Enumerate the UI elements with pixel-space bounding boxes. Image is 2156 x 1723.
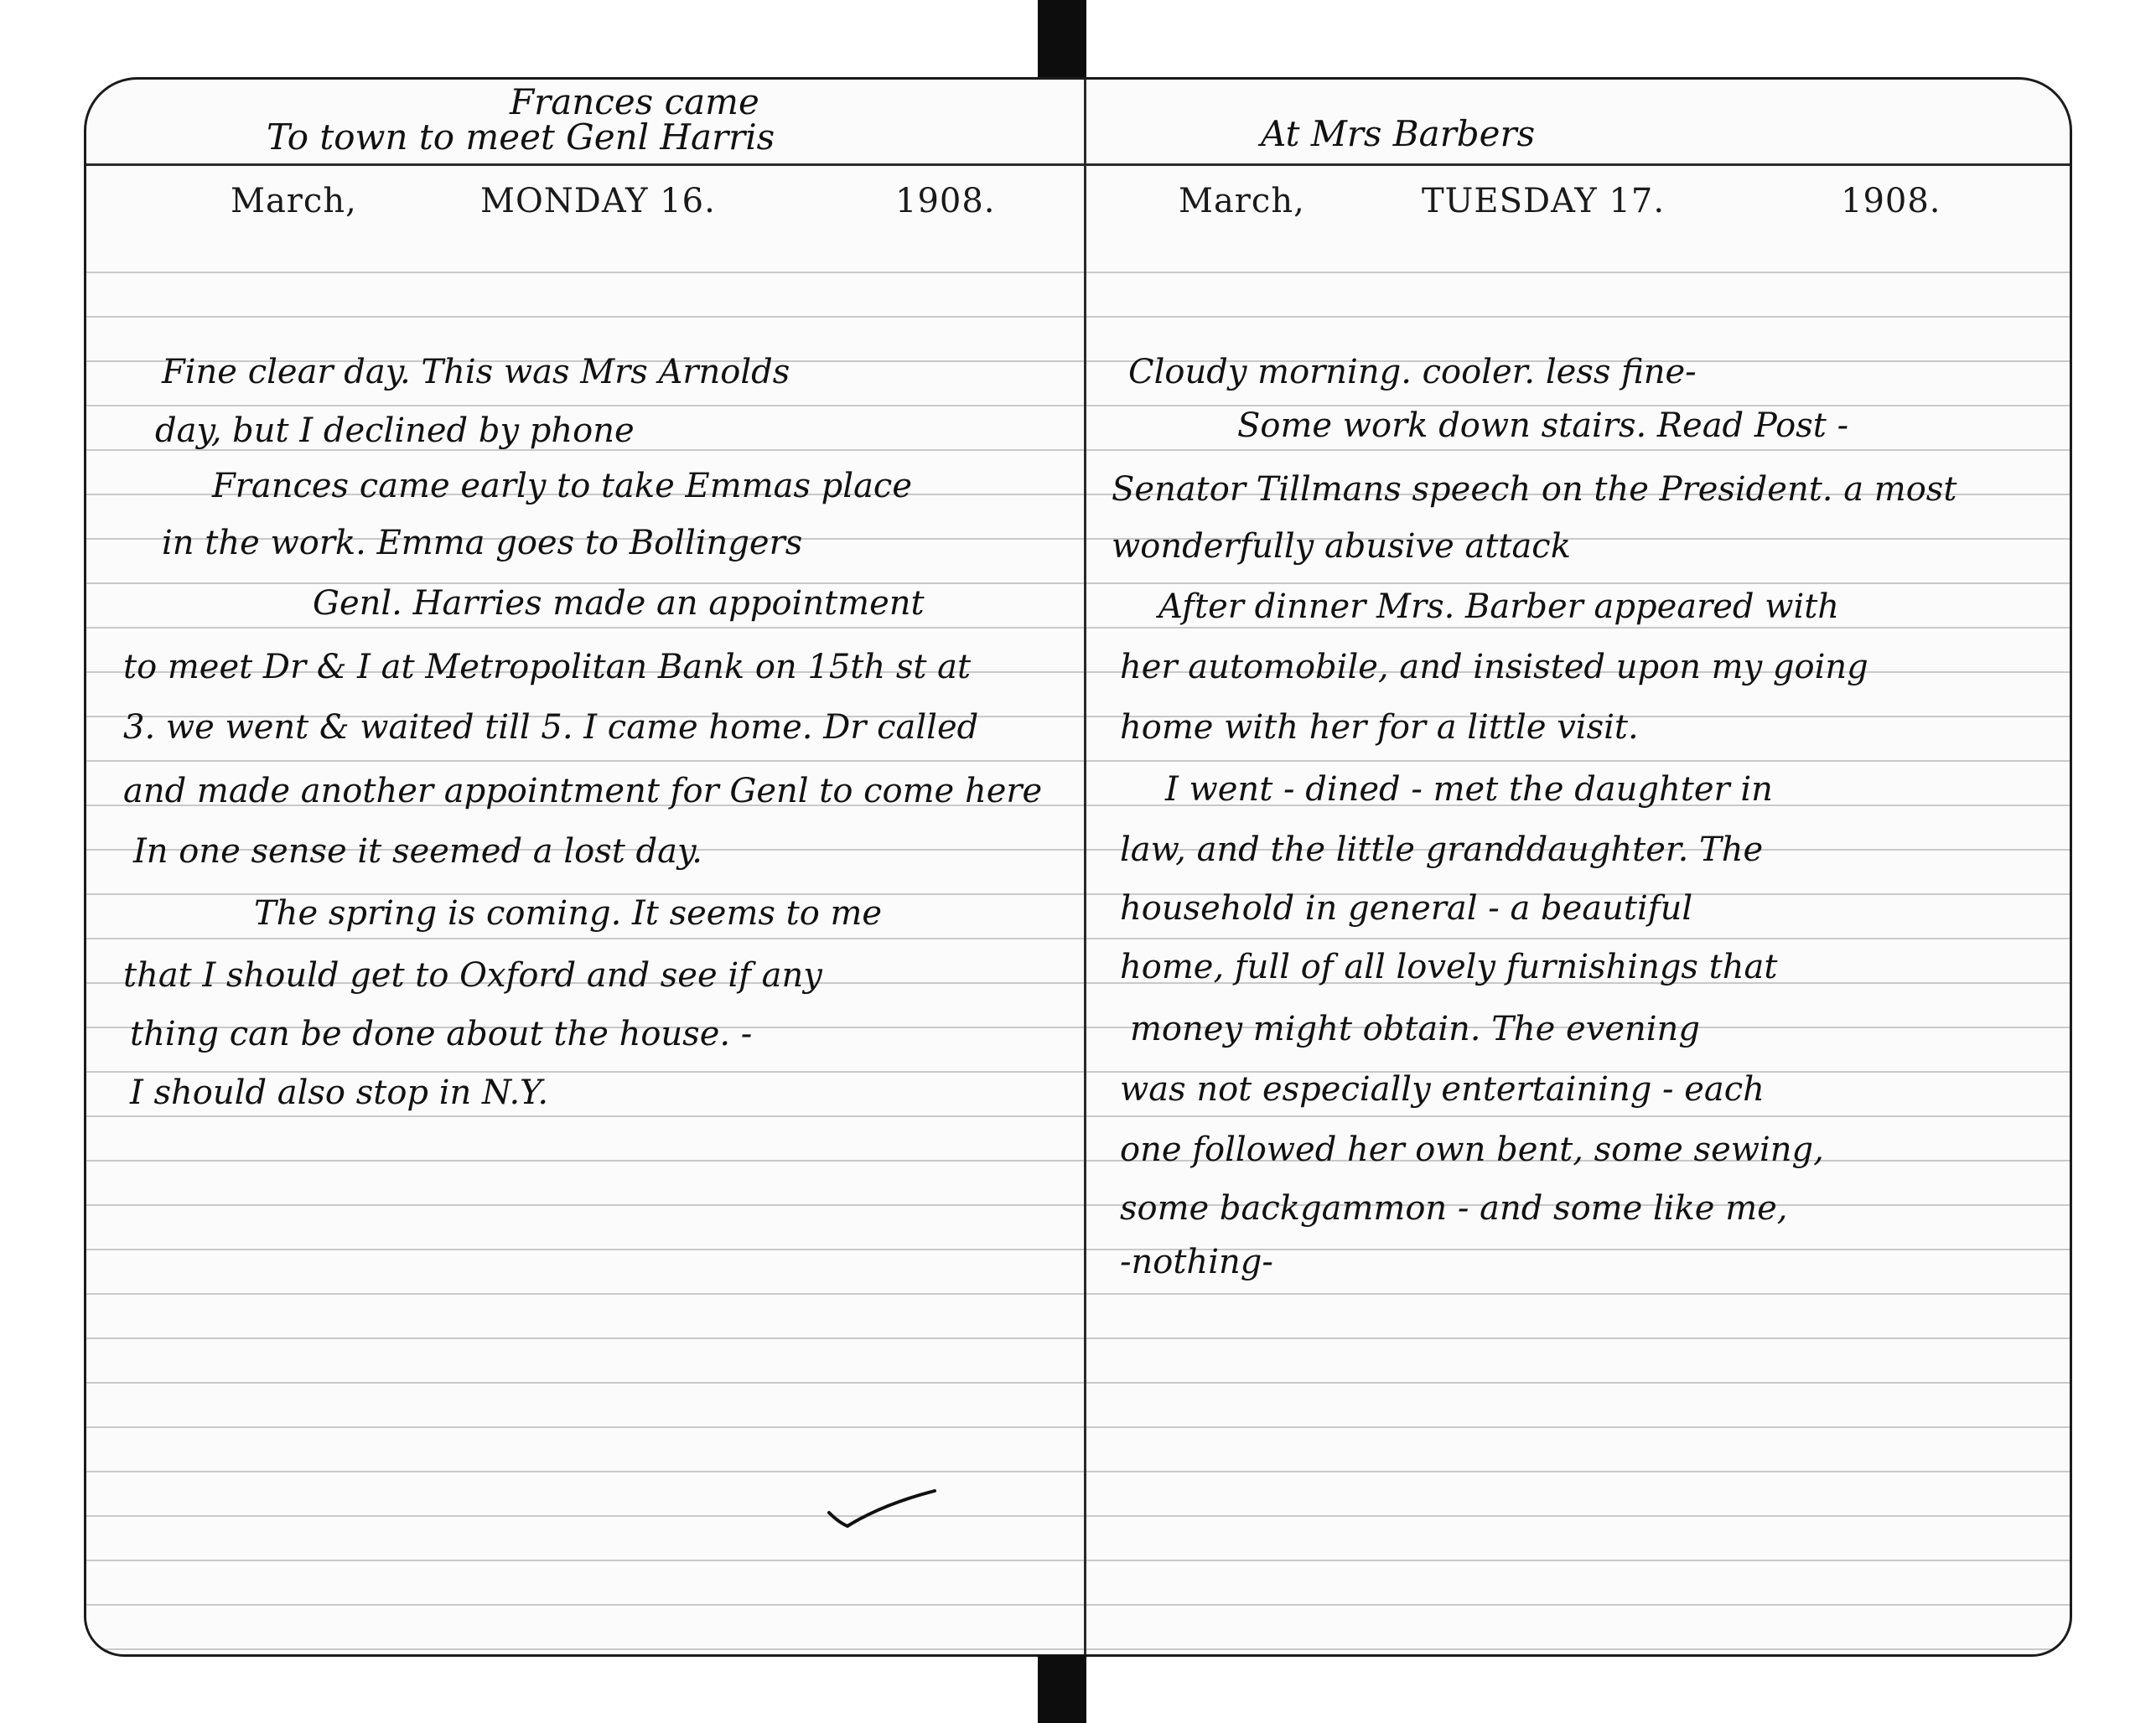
left-date-header — [86, 182, 1084, 232]
diary-open-book — [84, 77, 2072, 1657]
right-entry-line: After dinner Mrs. Barber appeared with — [1158, 587, 1840, 626]
left-entry-line: that I should get to Oxford and see if any — [123, 956, 822, 995]
right-entry-line: money might obtain. The evening — [1130, 1010, 1700, 1048]
right-header-day: TUESDAY 17. — [1422, 182, 1666, 220]
right-entry-line: Some work down stairs. Read Post - — [1237, 406, 1849, 445]
right-entry-line: law, and the little granddaughter. The — [1120, 830, 1764, 869]
left-entry-line: and made another appointment for Genl to come here — [123, 772, 1043, 810]
right-entry-line: one followed her own bent, some sewing, — [1120, 1131, 1824, 1169]
left-entry-line: 3. we went & waited till 5. I came home. Dr called — [123, 708, 979, 747]
right-entry-line: some backgammon - and some like me, — [1120, 1189, 1788, 1228]
left-header-rule — [86, 163, 1084, 166]
right-entry-line: wonderfully abusive attack — [1112, 527, 1571, 566]
left-entry-line: Fine clear day. This was Mrs Arnolds — [162, 353, 790, 391]
left-header-year: 1908. — [895, 182, 996, 220]
right-entry-line: home with her for a little visit. — [1120, 708, 1639, 747]
right-top-note-line1: At Mrs Barbers — [1261, 113, 1536, 154]
left-page — [86, 80, 1084, 1654]
right-entry-line: Cloudy morning. cooler. less fine- — [1128, 353, 1697, 391]
right-entry-line: I went - dined - met the daughter in — [1165, 770, 1773, 809]
left-entry-line: to meet Dr & I at Metropolitan Bank on 15th st at — [123, 648, 972, 686]
right-entry-line: Senator Tillmans speech on the President. a most — [1112, 470, 1957, 509]
right-header-month: March, — [1179, 182, 1305, 220]
spine-binding-bottom — [1038, 1655, 1086, 1723]
spine-binding-top — [1038, 0, 1086, 77]
left-header-month: March, — [231, 182, 357, 220]
right-date-header — [1086, 182, 2072, 232]
left-entry-line: The spring is coming. It seems to me — [254, 894, 883, 933]
right-header-year: 1908. — [1841, 182, 1941, 220]
left-top-note-line2: To town to meet Genl Harris — [267, 116, 775, 158]
right-entry-line: household in general - a beautiful — [1120, 889, 1693, 928]
check-mark-icon — [824, 1479, 941, 1529]
left-entry-line: I should also stop in N.Y. — [130, 1074, 549, 1112]
left-entry-line: In one sense it seemed a lost day. — [133, 832, 702, 871]
right-entry-line: was not especially entertaining - each — [1120, 1070, 1765, 1109]
right-entry-line: her automobile, and insisted upon my going — [1120, 648, 1868, 686]
left-entry-line: thing can be done about the house. - — [130, 1015, 753, 1053]
right-header-rule — [1086, 163, 2072, 166]
left-top-note-line1: Frances came — [510, 81, 759, 122]
right-page — [1086, 80, 2072, 1654]
left-header-day: MONDAY 16. — [480, 182, 716, 220]
left-entry-line: Frances came early to take Emmas place — [212, 467, 912, 505]
left-entry-line: day, but I declined by phone — [155, 411, 635, 450]
left-entry-line: Genl. Harries made an appointment — [313, 584, 925, 623]
left-entry-line: in the work. Emma goes to Bollingers — [162, 524, 803, 562]
right-entry-line: -nothing- — [1120, 1243, 1273, 1281]
right-entry-line: home, full of all lovely furnishings that — [1120, 948, 1778, 986]
